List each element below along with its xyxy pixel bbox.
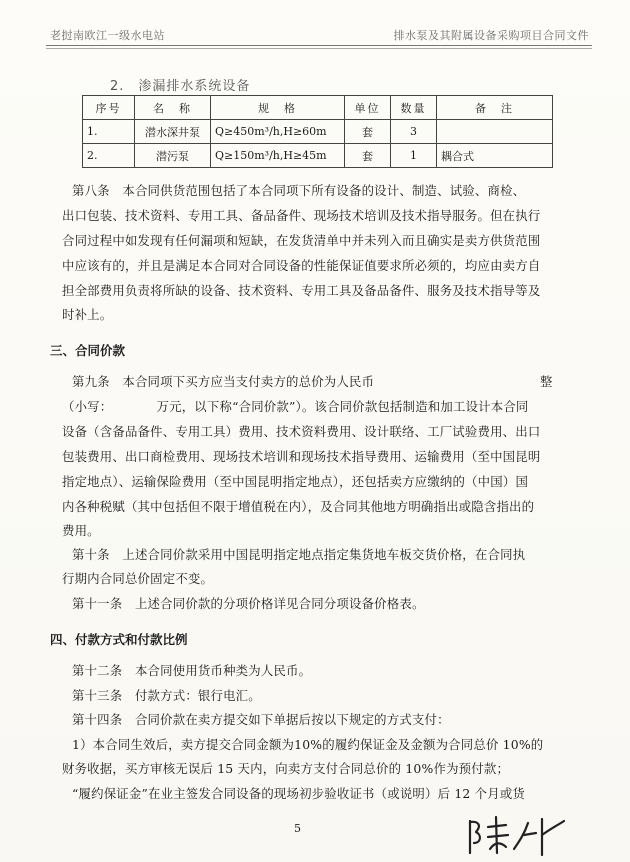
article-9-line-1: 第九条 本合同项下买方应当支付卖方的总价为人民币 (72, 374, 375, 389)
page-number: 5 (294, 822, 301, 835)
col-header-spec: 规 格 (211, 96, 345, 120)
col-header-remark: 备 注 (437, 96, 553, 120)
cell-index: 1. (83, 120, 135, 144)
header-rule-secondary (46, 48, 592, 49)
article-9-line-3: 设备（含备品备件、专用工具）费用、技术资料费用、设计联络、工厂试验费用、出口 (62, 424, 541, 439)
section-heading-payment: 四、付款方式和付款比例 (50, 632, 188, 647)
payment-clause-1-line-2: 财务收据，买方审核无误后 15 天内，向卖方支付合同总价的 10%作为预付款； (62, 761, 510, 776)
article-8-line-2: 出口包装、技术资料、专用工具、备品备件、现场技术培训及技术指导服务。但在执行 (62, 208, 541, 223)
article-9-line-6: 内各种税赋（其中包括但不限于增值税在内），及合同其他地方明确指出或隐含指出的 (62, 499, 535, 514)
article-10-line-2: 行期内合同总价固定不变。 (62, 571, 214, 586)
table-header-row (83, 96, 553, 120)
col-header-name: 名 称 (135, 96, 211, 120)
article-9-amount-suffix: 整 (540, 374, 553, 389)
article-8-line-1: 第八条 本合同供货范围包括了本合同项下所有设备的设计、制造、试验、商检、 (72, 183, 526, 198)
article-9-line-2: （小写： 万元，以下称“合同价款”）。该合同价款包括制造和加工设计本合同 (62, 399, 529, 414)
cell-qty: 3 (391, 120, 437, 144)
col-header-index: 序号 (83, 96, 135, 120)
header-rule (46, 45, 592, 46)
cell-remark (437, 120, 553, 144)
col-header-qty: 数量 (391, 96, 437, 120)
article-14-line-1: 第十四条 合同价款在卖方提交如下单据后按以下规定的方式支付： (72, 712, 450, 727)
equipment-table (82, 95, 553, 168)
section-subtitle: 2. 渗漏排水系统设备 (110, 79, 251, 94)
cell-name: 潜污泵 (135, 144, 211, 168)
cell-unit: 套 (345, 144, 391, 168)
cell-index: 2. (83, 144, 135, 168)
cell-unit: 套 (345, 120, 391, 144)
article-8-line-6: 时补上。 (62, 307, 113, 322)
cell-spec: Q≥150m³/h,H≥45m (211, 144, 345, 168)
payment-clause-1-line-3: “履约保证金”在业主签发合同设备的现场初步验收证书（或说明）后 12 个月或货 (72, 786, 526, 801)
table-row (83, 120, 553, 144)
cell-remark: 耦合式 (437, 144, 553, 168)
article-9-line-7: 费用。 (62, 523, 100, 538)
article-13-line-1: 第十三条 付款方式：银行电汇。 (72, 688, 261, 703)
cell-qty: 1 (391, 144, 437, 168)
table-row (83, 144, 553, 168)
col-header-unit: 单位 (345, 96, 391, 120)
article-8-line-3: 合同过程中如发现有任何漏项和短缺，在发货清单中并未列入而且确实是卖方供货范围 (62, 233, 541, 248)
article-12-line-1: 第十二条 本合同使用货币种类为人民币。 (72, 663, 312, 678)
article-8-line-5: 担全部费用负责将所缺的设备、技术资料、专用工具及备品备件、服务及技术指导等及 (62, 283, 541, 298)
article-9-line-4: 包装费用、出口商检费用、现场技术培训和现场技术指导费用、运输费用（至中国昆明 (62, 449, 541, 464)
header-document-title: 排水泵及其附属设备采购项目合同文件 (393, 29, 589, 42)
cell-name: 潜水深井泵 (135, 120, 211, 144)
payment-clause-1-line-1: 1）本合同生效后，卖方提交合同金额为10%的履约保证金及金额为合同总价 10%的 (72, 737, 544, 752)
section-heading-contract-price: 三、合同价款 (50, 343, 126, 358)
article-9-line-5: 指定地点）、运输保险费用（至中国昆明指定地点），还包括卖方应缴纳的（中国）国 (62, 474, 529, 489)
article-11-line-1: 第十一条 上述合同价款的分项价格详见合同分项设备价格表。 (72, 596, 425, 611)
article-8-line-4: 中应该有的，并且是满足本合同对合同设备的性能保证值要求所必须的，均应由卖方自 (62, 258, 541, 273)
cell-spec: Q≥450m³/h,H≥60m (211, 120, 345, 144)
article-10-line-1: 第十条 上述合同价款采用中国昆明指定地点指定集货地车板交货价格，在合同执 (72, 547, 526, 562)
handwritten-signature (466, 813, 586, 858)
header-project-name: 老挝南欧江一级水电站 (50, 29, 165, 42)
